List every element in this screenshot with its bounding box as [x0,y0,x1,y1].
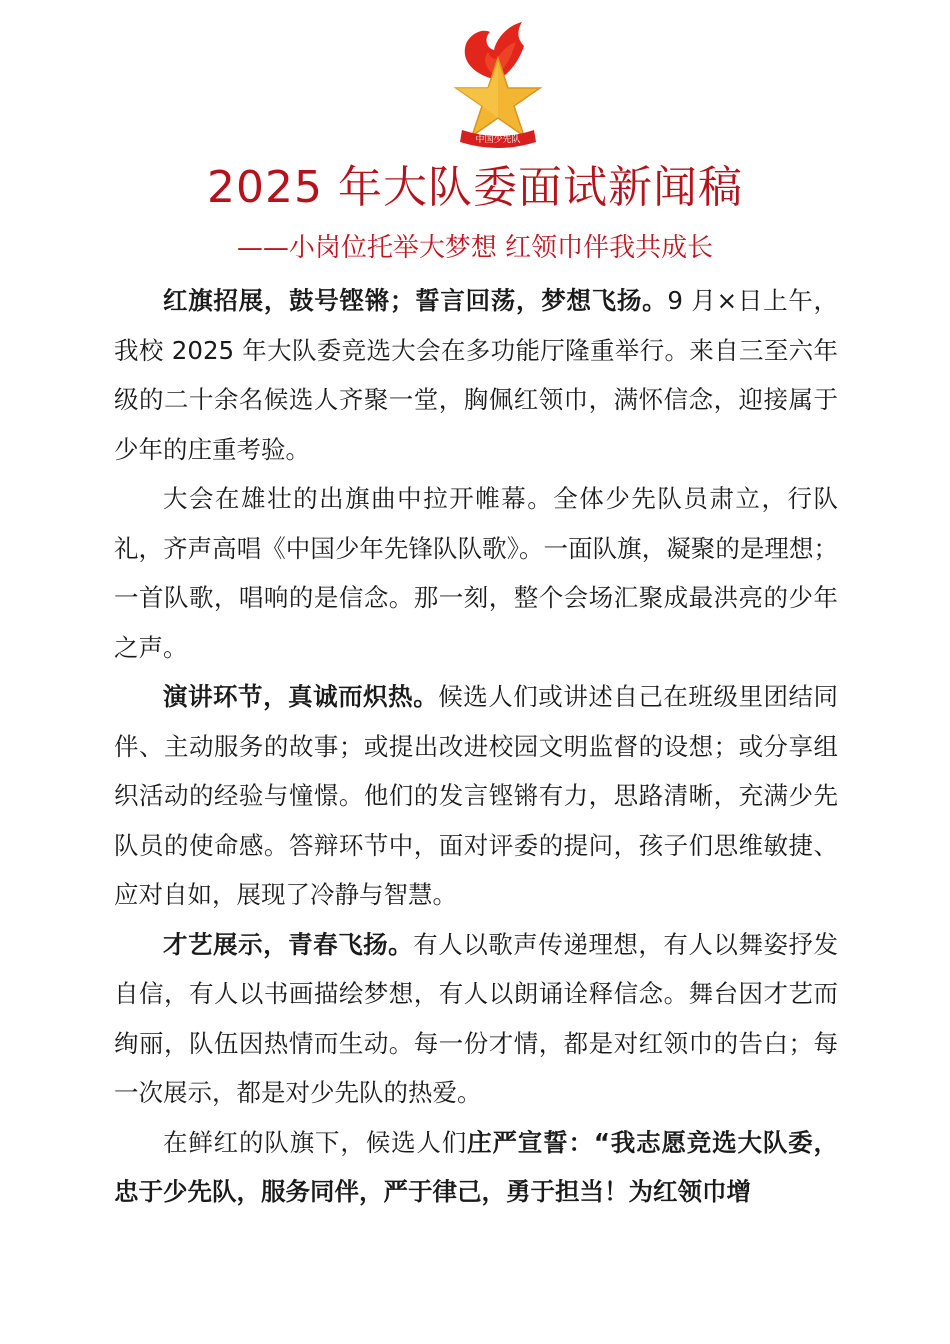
paragraph-text: 大会在雄壮的出旗曲中拉开帷幕。全体少先队员肃立，行队礼，齐声高唱《中国少年先锋队队歌》。一面队旗，凝聚的是理想；一首队歌，唱响的是信念。那一刻，整个会场汇聚成最洪亮的少年之声。 [114,484,838,662]
page-title: 2025 年大队委面试新闻稿 [207,162,743,213]
paragraph-2 [114,474,838,672]
paragraph-text: 9 月×日上午，我校 2025 年大队委竞选大会在多功能厅隆重举行。来自三至六年级的二十余名候选人齐聚一堂，胸佩红领巾，满怀信念，迎接属于少年的庄重考验。 [114,286,839,464]
emblem-ribbon-text: 中国少先队 [475,135,521,145]
paragraph-oath: 庄严宣誓：“我志愿竞选大队委，忠于少先队，服务同伴，严于律己，勇于担当！为红领巾增 [114,1127,838,1206]
paragraph-text: 候选人们或讲述自己在班级里团结同伴、主动服务的故事；或提出改进校园文明监督的设想；或分享组织活动的经验与憧憬。他们的发言铿锵有力，思路清晰，充满少先队员的使命感。答辩环节中，面对评委的提问，孩子们思维敏捷、应对自如，展现了冷静与智慧。 [114,682,839,909]
page-subtitle: ——小岗位托举大梦想 红领巾伴我共成长 [236,233,714,263]
paragraph-lead: 才艺展示，青春飞扬。 [163,929,414,959]
article-body [114,276,838,1217]
paragraph-lead: 演讲环节，真诚而炽热。 [163,682,439,711]
paragraph-lead: 红旗招展，鼓号铿锵；誓言回荡，梦想飞扬。 [163,286,668,315]
paragraph-5 [114,1118,838,1217]
paragraph-4 [114,920,838,1118]
paragraph-prefix: 在鲜红的队旗下，候选人们 [163,1127,468,1157]
torch-star-emblem-icon [436,18,560,148]
young-pioneers-emblem [436,18,560,148]
paragraph-text: 有人以歌声传递理想，有人以舞姿抒发自信，有人以书画描绘梦想，有人以朗诵诠释信念。舞台因才艺而绚丽，队伍因热情而生动。每一份才情，都是对红领巾的告白；每一次展示，都是对少先队的热爱。 [114,929,839,1107]
paragraph-3 [114,672,838,920]
paragraph-1 [114,276,838,474]
